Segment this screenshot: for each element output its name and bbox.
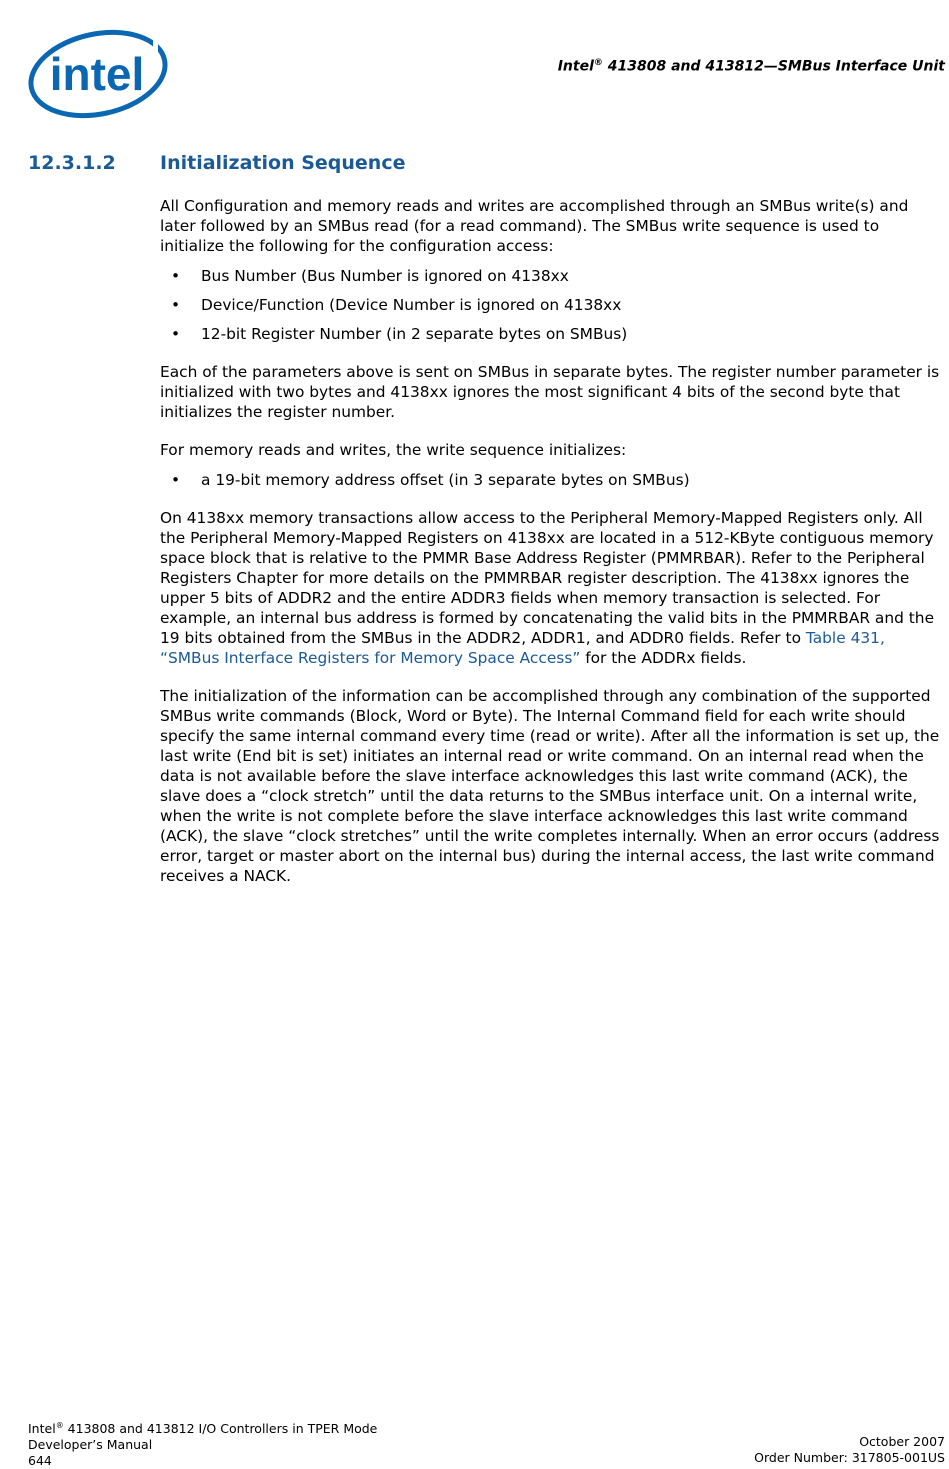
section-title: Initialization Sequence <box>160 152 406 174</box>
paragraph-initialization: The initialization of the information can be accomplished through any combination of the supported SMBus write commands (Block, Word or Byte). The Internal Command field for each write should specify the same internal command every time (read or write). After all the information is set up, the last write (End bit is set) initiates an internal read or write command. On an internal read when the data is not available before the slave interface acknowledges this last write command (ACK), the slave does a “clock stretch” until the data returns to the SMBus interface unit. On a internal write, when the write is not complete before the slave interface acknowledges this last write command (ACK), the slave “clock stretches” until the write completes internally. When an error occurs (address error, target or master abort on the internal bus) during the internal access, the last write command receives a NACK. <box>160 687 940 885</box>
list-item-text: Device/Function (Device Number is ignored on 4138xx <box>201 296 622 314</box>
list-item-text: 12-bit Register Number (in 2 separate bytes on SMBus) <box>201 325 628 343</box>
logo-text: intel <box>49 48 145 100</box>
list-item-text: a 19-bit memory address offset (in 3 separate bytes on SMBus) <box>201 471 690 489</box>
list-item <box>160 295 946 315</box>
bullet-icon: • <box>171 471 181 489</box>
footer-left <box>28 1418 377 1469</box>
footer-registered-mark: ® <box>55 1421 64 1430</box>
paragraph-intro: All Configuration and memory reads and writes are accomplished through an SMBus write(s) and later followed by an SMBus read (for a read command). The SMBus write sequence is used to initialize the following for the configuration access: <box>160 197 909 255</box>
footer-brand: Intel <box>28 1421 56 1437</box>
footer-doc-title <box>28 1418 377 1437</box>
memory-access-list <box>160 470 946 490</box>
footer-order-number: Order Number: 317805-001US <box>754 1450 945 1465</box>
table-431-link[interactable]: Table 431, “SMBus Interface Registers for Memory Space Access” <box>160 629 885 667</box>
footer-title: 413808 and 413812 I/O Controllers in TPER Mode <box>63 1421 378 1437</box>
list-item <box>160 266 946 286</box>
list-item-text: Bus Number (Bus Number is ignored on 4138xx <box>201 267 569 285</box>
header-brand: Intel <box>557 58 594 75</box>
footer-manual: Developer’s Manual <box>28 1437 153 1453</box>
footer-date: October 2007 <box>859 1434 945 1449</box>
header-title: 413808 and 413812—SMBus Interface Unit <box>602 58 945 75</box>
bullet-icon: • <box>171 296 181 314</box>
intel-logo <box>27 26 169 126</box>
paragraph-parameters: Each of the parameters above is sent on SMBus in separate bytes. The register number parameter is initialized with two bytes and 4138xx ignores the most significant 4 bits of the second byte that initializes the register number. <box>160 363 940 421</box>
config-access-list <box>160 266 946 344</box>
header-registered-mark: ® <box>593 58 603 68</box>
bullet-icon: • <box>171 325 181 343</box>
paragraph-pmmr <box>160 508 946 668</box>
bullet-icon: • <box>171 267 181 285</box>
paragraph-pmmr-text: On 4138xx memory transactions allow access to the Peripheral Memory-Mapped Registers only. All the Peripheral Memory-Mapped Registers on 4138xx are located in a 512-KByte contiguous memory space block that is relative to the PMMR Base Address Register (PMMRBAR). Refer to the Peripheral Registers Chapter for more details on the PMMRBAR register description. The 4138xx ignores the upper 5 bits of ADDR2 and the entire ADDR3 fields when memory transaction is selected. For example, an internal bus address is formed by concatenating the valid bits in the PMMRBAR and the 19 bits obtained from the SMBus in the ADDR2, ADDR1, and ADDR0 fields. Refer to <box>160 509 935 647</box>
paragraph-memory: For memory reads and writes, the write sequence initializes: <box>160 441 627 459</box>
page-number: 644 <box>28 1453 52 1469</box>
section-number: 12.3.1.2 <box>28 152 116 174</box>
list-item <box>160 324 946 344</box>
running-header <box>558 58 945 75</box>
paragraph-pmmr-tail: for the ADDRx fields. <box>580 649 747 667</box>
body-text <box>160 196 946 904</box>
footer-right <box>754 1434 945 1466</box>
list-item <box>160 470 946 490</box>
